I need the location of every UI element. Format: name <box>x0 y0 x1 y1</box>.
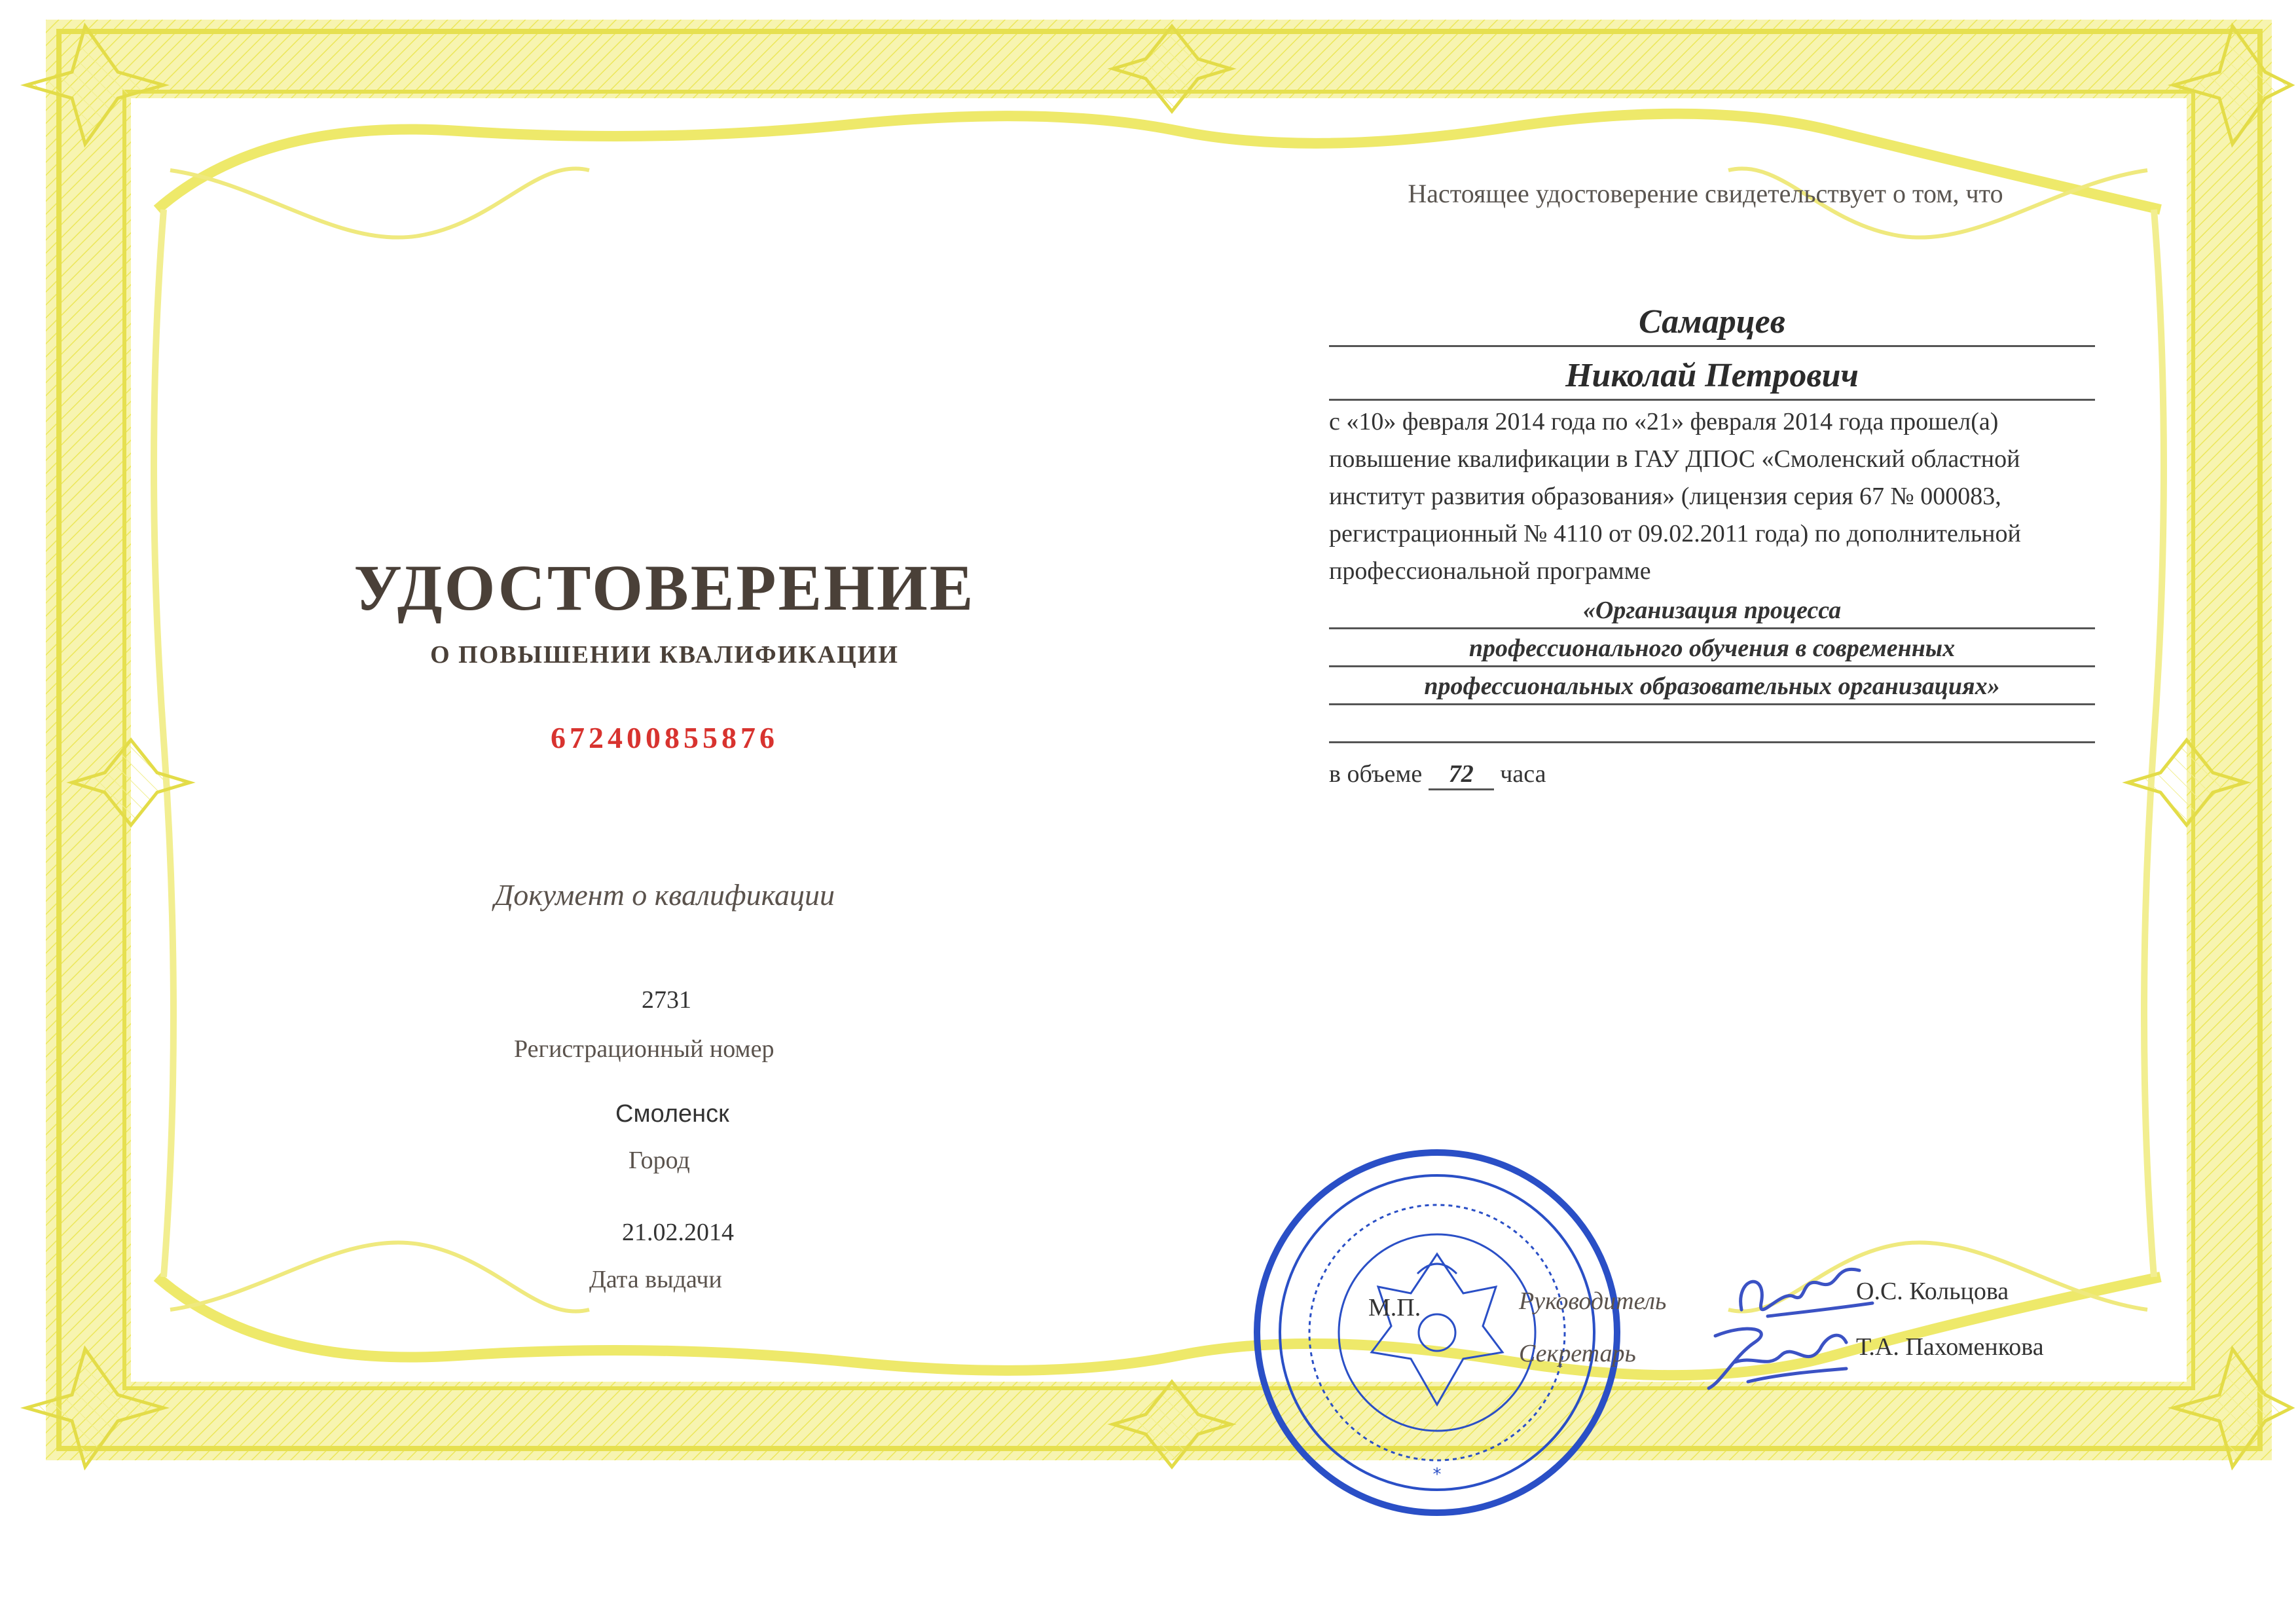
holder-surname: Самарцев <box>1329 303 2095 347</box>
document-type-label: Документ о квалификации <box>494 878 835 912</box>
certificate-subtitle: О ПОВЫШЕНИИ КВАЛИФИКАЦИИ <box>430 641 899 669</box>
description-line: регистрационный № 4110 от 09.02.2011 года) по дополнительной <box>1329 520 2021 547</box>
program-line: профессионального обучения в современных <box>1329 634 2095 667</box>
volume-prefix: в объеме <box>1329 760 1423 788</box>
volume-row <box>1329 760 1546 790</box>
seal-place-label: М.П. <box>1368 1294 1421 1321</box>
holder-name-patronymic: Николай Петрович <box>1329 356 2095 401</box>
description-line: профессиональной программе <box>1329 557 1651 585</box>
description-line: институт развития образования» (лицензия серия 67 № 000083, <box>1329 483 2001 510</box>
registration-number-label: Регистрационный номер <box>514 1035 774 1063</box>
description-line: повышение квалификации в ГАУ ДПОС «Смоленский областной <box>1329 445 2020 473</box>
program-line <box>1329 710 2095 743</box>
secretary-label: Секретарь <box>1519 1340 1636 1367</box>
volume-hours: 72 <box>1429 760 1494 790</box>
head-name: О.С. Кольцова <box>1856 1278 2009 1305</box>
svg-text:*: * <box>1432 1465 1442 1485</box>
certificate-title: УДОСТОВЕРЕНИЕ <box>354 551 975 624</box>
city-label: Город <box>629 1147 690 1174</box>
description-line: с «10» февраля 2014 года по «21» февраля 2014 года прошел(а) <box>1329 408 1999 435</box>
official-stamp <box>1247 1143 1627 1522</box>
volume-suffix: часа <box>1500 760 1546 788</box>
head-label: Руководитель <box>1519 1287 1667 1315</box>
program-line: «Организация процесса <box>1329 596 2095 629</box>
program-line: профессиональных образовательных организациях» <box>1329 672 2095 705</box>
issue-date-label: Дата выдачи <box>589 1266 722 1293</box>
secretary-name: Т.А. Пахоменкова <box>1856 1333 2044 1361</box>
course-description <box>1329 403 2095 590</box>
issue-date: 21.02.2014 <box>622 1219 734 1246</box>
secretary-signature <box>1696 1310 1853 1401</box>
intro-text: Настоящее удостоверение свидетельствует о том, что <box>1408 179 2003 208</box>
city-value: Смоленск <box>615 1100 729 1128</box>
registration-number: 2731 <box>642 986 691 1014</box>
serial-number: 672400855876 <box>551 721 778 754</box>
